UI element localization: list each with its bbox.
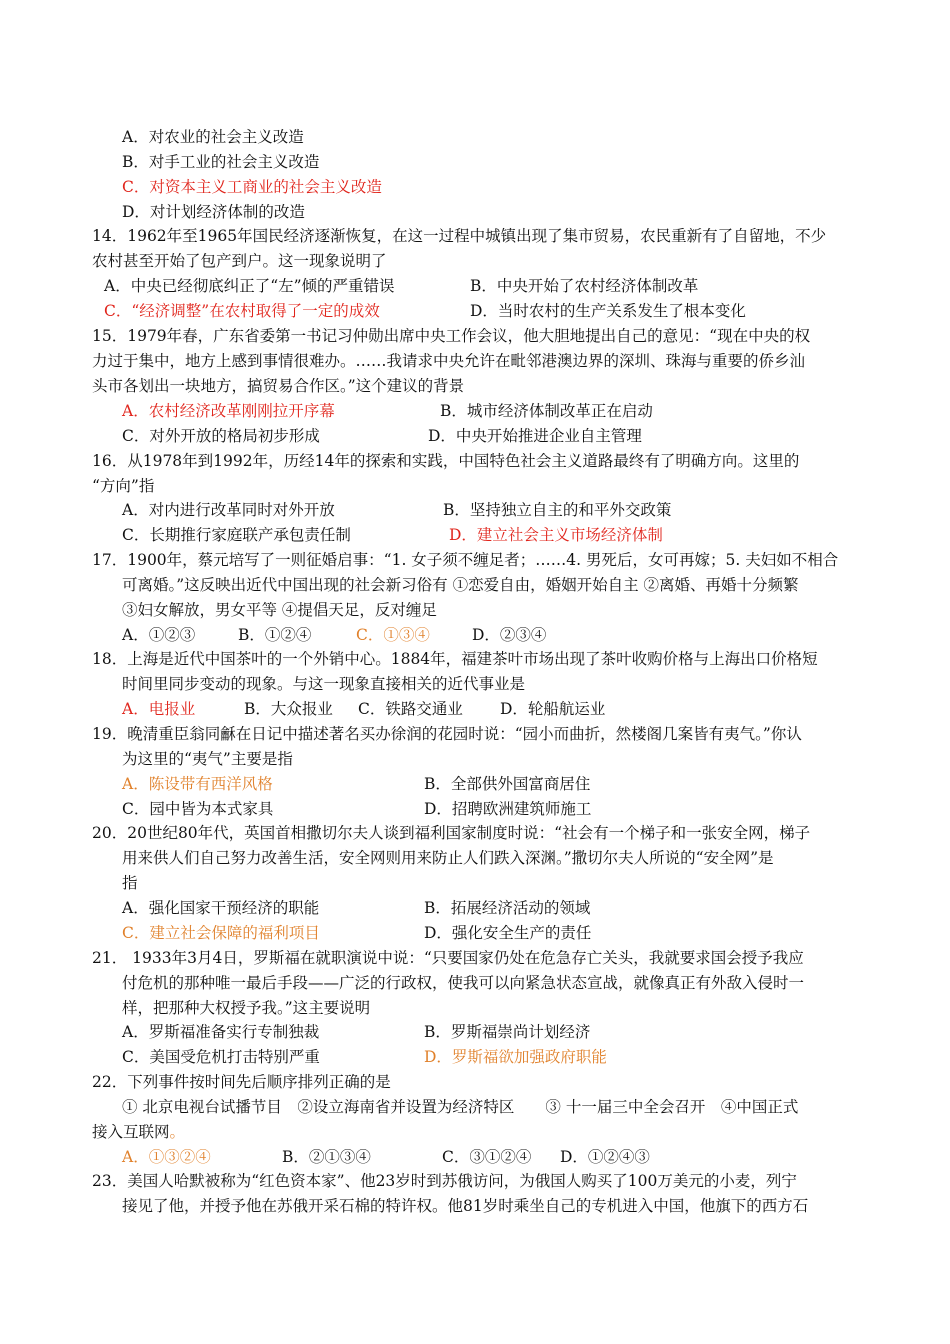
q19-stem-line1: 19．晚清重臣翁同龢在日记中描述著名买办徐润的花园时说：“园小而曲折，然楼阁几案皆有夷气。”你认	[92, 725, 802, 743]
q17-option-c: C．①③④	[356, 626, 430, 644]
q15-option-c: C．对外开放的格局初步形成	[122, 427, 320, 445]
q22-option-b: B．②①③④	[282, 1148, 371, 1166]
q22-stem-line2: ① 北京电视台试播节目 ②设立海南省并设置为经济特区 ③ 十一届三中全会召开 ④中国正式	[122, 1098, 799, 1116]
q14-stem-line2: 农村甚至开始了包产到户。这一现象说明了	[92, 252, 387, 270]
q22-option-d: D．①②④③	[560, 1148, 650, 1166]
q22-stem-line1: 22．下列事件按时间先后顺序排列正确的是	[92, 1073, 391, 1091]
q17-stem-line1: 17．1900年，蔡元培写了一则征婚启事：“1. 女子须不缠足者；……4. 男死后，女可再嫁；5. 夫妇如不相合	[92, 551, 839, 569]
q21-stem-line3: 样，把那种大权授予我。”这主要说明	[122, 999, 371, 1017]
q13-option-a: A．对农业的社会主义改造	[122, 128, 304, 146]
q16-option-a: A．对内进行改革同时对外开放	[122, 501, 335, 519]
q21-stem-line1: 21． 1933年3月4日，罗斯福在就职演说中说：“只要国家仍处在危急存亡关头，我就要求国会授予我应	[92, 949, 804, 967]
q17-option-a: A．①②③	[122, 626, 196, 644]
q16-options-row2	[0, 524, 950, 546]
q16-option-d: D．建立社会主义市场经济体制	[449, 526, 663, 544]
q18-option-b: B．大众报业	[244, 700, 333, 718]
q20-stem-line2: 用来供人们自己努力改善生活，安全网则用来防止人们跌入深渊。”撒切尔夫人所说的“安全网”是	[122, 849, 774, 867]
q18-option-a: A．电报业	[122, 700, 196, 718]
q20-options-row1	[0, 897, 950, 919]
q19-stem-line2: 为这里的“夷气”主要是指	[122, 750, 293, 768]
q21-options-row1	[0, 1021, 950, 1043]
q21-stem-line2: 付危机的那种唯一最后手段——广泛的行政权，使我可以向紧急状态宣战，就像真正有外敌入侵时一	[122, 974, 805, 992]
q14-options-row1	[0, 275, 950, 297]
q20-option-b: B．拓展经济活动的领域	[424, 899, 591, 917]
q14-option-d: D．当时农村的生产关系发生了根本变化	[470, 302, 746, 320]
q13-option-b: B．对手工业的社会主义改造	[122, 153, 320, 171]
q13-option-d: D．对计划经济体制的改造	[122, 203, 305, 221]
q23-stem-line2: 接见了他，并授予他在苏俄开采石棉的特许权。他81岁时乘坐自己的专机进入中国，他旗下的西方石	[122, 1197, 809, 1215]
q18-option-d: D．轮船航运业	[500, 700, 606, 718]
q15-options-row2	[0, 425, 950, 447]
q15-options-row1	[0, 400, 950, 422]
q20-option-c: C．建立社会保障的福利项目	[122, 924, 320, 942]
q14-option-c: C．“经济调整”在农村取得了一定的成效	[104, 302, 380, 320]
q15-stem-line2: 力过于集中，地方上感到事情很难办。……我请求中央允许在毗邻港澳边界的深圳、珠海与重要的侨乡汕	[92, 352, 806, 370]
q21-option-b: B．罗斯福崇尚计划经济	[424, 1023, 591, 1041]
q14-option-b: B．中央开始了农村经济体制改革	[470, 277, 699, 295]
q20-option-d: D．强化安全生产的责任	[424, 924, 592, 942]
q15-stem-line3: 头市各划出一块地方，搞贸易合作区。”这个建议的背景	[92, 377, 465, 395]
q21-option-d: D．罗斯福欲加强政府职能	[424, 1048, 607, 1066]
q18-stem-line1: 18．上海是近代中国茶叶的一个外销中心。1884年，福建茶叶市场出现了茶叶收购价格与上海出口价格短	[92, 650, 818, 668]
q22-options-row	[0, 1146, 950, 1168]
q19-option-c: C．园中皆为本式家具	[122, 800, 274, 818]
q14-option-a: A．中央已经彻底纠正了“左”倾的严重错误	[104, 277, 395, 295]
q14-stem-line1: 14．1962年至1965年国民经济逐渐恢复，在这一过程中城镇出现了集市贸易，农民重新有了自留地，不少	[92, 227, 827, 245]
q17-option-d: D．②③④	[472, 626, 547, 644]
q20-stem-line3: 指	[122, 874, 138, 892]
q22-stem-line3-text: 接入互联网	[92, 1123, 170, 1141]
q20-stem-line1: 20．20世纪80年代，英国首相撒切尔夫人谈到福利国家制度时说：“社会有一个梯子和一张安全网，梯子	[92, 824, 811, 842]
q15-option-b: B．城市经济体制改革正在启动	[440, 402, 653, 420]
q22-option-c: C．③①②④	[442, 1148, 532, 1166]
q16-stem-line2: “方向”指	[92, 477, 155, 495]
q15-option-a: A．农村经济改革刚刚拉开序幕	[122, 402, 335, 420]
q23-stem-line1: 23．美国人哈默被称为“红色资本家”、他23岁时到苏俄访问，为俄国人购买了100万美元的小麦，列宁	[92, 1172, 797, 1190]
q21-option-a: A．罗斯福准备实行专制独裁	[122, 1023, 320, 1041]
q19-option-b: B．全部供外国富商居住	[424, 775, 591, 793]
q20-options-row2	[0, 922, 950, 944]
q16-option-c: C．长期推行家庭联产承包责任制	[122, 526, 351, 544]
q16-options-row1	[0, 499, 950, 521]
q19-options-row1	[0, 773, 950, 795]
q16-stem-line1: 16．从1978年到1992年，历经14年的探索和实践，中国特色社会主义道路最终有了明确方向。这里的	[92, 452, 800, 470]
q17-stem-line3: ③妇女解放，男女平等 ④提倡天足，反对缠足	[122, 601, 437, 619]
q18-option-c: C．铁路交通业	[358, 700, 463, 718]
q21-option-c: C．美国受危机打击特别严重	[122, 1048, 320, 1066]
q22-option-a: A．①③②④	[122, 1148, 211, 1166]
q22-stem-line3	[92, 1121, 185, 1143]
q16-option-b: B．坚持独立自主的和平外交政策	[443, 501, 672, 519]
q20-option-a: A．强化国家干预经济的职能	[122, 899, 320, 917]
q19-option-a: A．陈设带有西洋风格	[122, 775, 273, 793]
q18-options-row	[0, 698, 950, 720]
q17-stem-line2: 可离婚。”这反映出近代中国出现的社会新习俗有 ①恋爱自由，婚姻开始自主 ②离婚、再婚十分频繁	[122, 576, 799, 594]
q19-option-d: D．招聘欧洲建筑师施工	[424, 800, 592, 818]
q13-option-c: C．对资本主义工商业的社会主义改造	[122, 178, 382, 196]
q14-options-row2	[0, 300, 950, 322]
q21-options-row2	[0, 1046, 950, 1068]
q17-option-b: B．①②④	[238, 626, 312, 644]
q17-options-row	[0, 624, 950, 646]
q19-options-row2	[0, 798, 950, 820]
q15-stem-line1: 15．1979年春，广东省委第一书记习仲勋出席中央工作会议，他大胆地提出自己的意见：“现在中央的权	[92, 327, 811, 345]
q18-stem-line2: 时间里同步变动的现象。与这一现象直接相关的近代事业是	[122, 675, 526, 693]
q15-option-d: D．中央开始推进企业自主管理	[428, 427, 642, 445]
q22-stem-line3-period: 。	[169, 1123, 186, 1141]
